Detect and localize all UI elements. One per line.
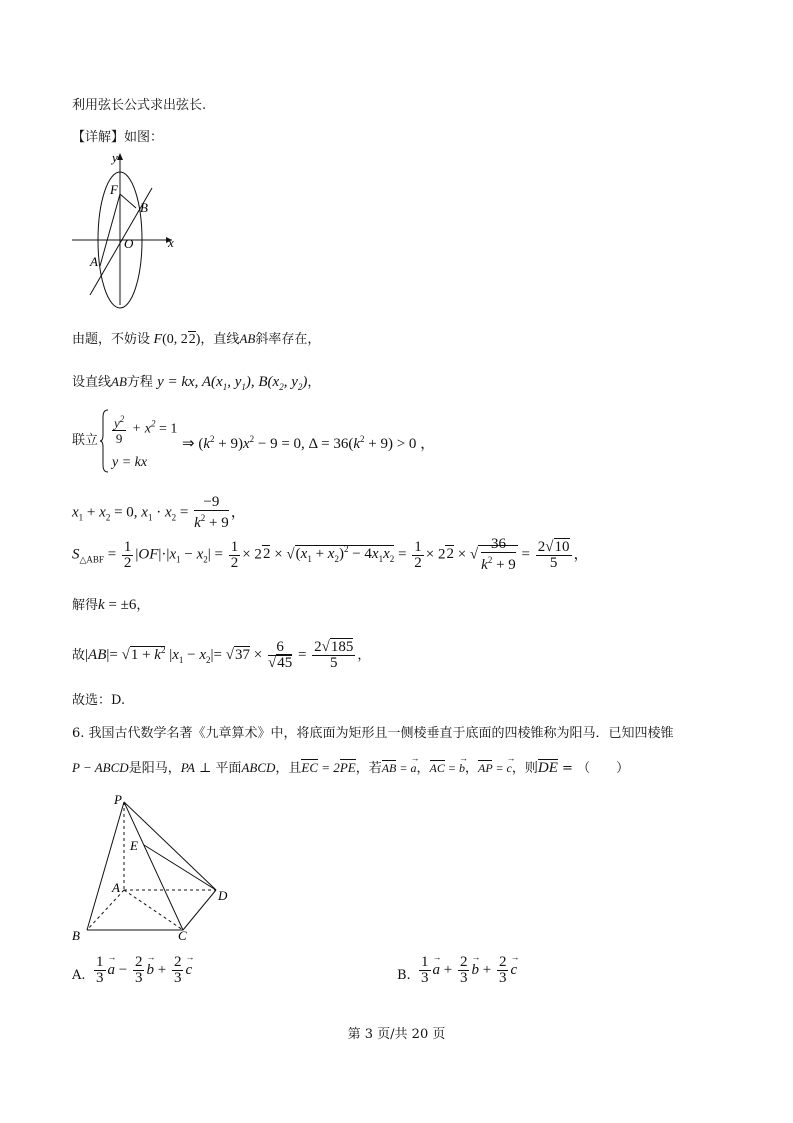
pyramid-figure: [66, 792, 241, 944]
text-line-5: 联立: [72, 433, 99, 448]
svg-text:E: E: [130, 838, 138, 853]
ellipse-figure: [70, 150, 185, 310]
svg-text:x: x: [168, 235, 174, 250]
question-6-line-2: P − ABCD是阳马，PA ⊥ 平面ABCD，且EC = 2PE，若AB = → a，AC = → b，AP = → c，则DE = （ ）: [72, 760, 629, 777]
svg-text:y: y: [112, 150, 118, 165]
svg-text:A: A: [112, 880, 120, 895]
text-line-4: 设直线AB方程 y = kx, $A(x_1$, $y_1$), $B(x_2$, $y_2$)，: [72, 374, 321, 392]
text-line-1: 利用弦长公式求出弦长.: [72, 98, 207, 113]
svg-text:O: O: [124, 236, 134, 251]
system-result: ⇒ $(k^2 + 9)x^2 - 9 = 0$, $\Delta = 36(k^2 + 9) > 0$ ，: [182, 434, 436, 452]
svg-text:B: B: [140, 200, 148, 215]
svg-text:A: A: [90, 254, 98, 269]
system-eq-2: y = kx: [112, 455, 148, 470]
svg-text:B: B: [72, 928, 80, 943]
option-b-label[interactable]: B.: [397, 968, 411, 983]
svg-text:D: D: [218, 888, 228, 903]
option-a-expression[interactable]: $\frac{1}{3}$ → a − $\frac{2}{3}$ → b + $\frac{2}{3}$ → c: [92, 955, 192, 986]
text-line-solve: 解得k = ±6，: [72, 597, 150, 613]
page-footer: 第 3 页/共 20 页: [347, 1027, 446, 1042]
text-line-2: 【详解】如图：: [72, 130, 164, 145]
brace-icon: [99, 409, 109, 473]
svg-text:P: P: [114, 792, 122, 807]
area-eq: $S_{\triangle ABF}$ = $\frac{1}{2}$ $|OF|\cdot|x_1 - x_2|$ = $\frac{1}{2}$ × $22 \times √(x_1 + x_2)^2 - 4x_1x_2$ = $\frac{1}{2}$ × 22 × √ $\frac{36}{k^2 + 9}$ = $\frac{2√10}{5}$ ，: [72, 536, 589, 573]
question-6-line-1: 6. 我国古代数学名著《九章算术》中，将底面为矩形且一侧棱垂直于底面的四棱锥称为阳马．已知四棱锥: [72, 726, 674, 741]
vieta-eq: $x_1 + x_2 = 0$, $x_1 \cdot x_2$ = $\frac{-9}{k^2 + 9}$ ，: [72, 494, 246, 531]
text-line-ab: 故$|AB|= √1 + k^2$ $|x_1 - x_2|= √37$ × $\frac{6}{√45}$ = $\frac{2√185}{5}$ ，: [72, 639, 371, 671]
text-line-3: 由题，不妨设 F(0, 22)，直线AB斜率存在，: [72, 331, 321, 347]
option-a-label[interactable]: A.: [72, 968, 86, 983]
system-eq-1: $\frac{y^2}{9}$ + $x^2 = 1$: [114, 414, 178, 447]
text-line-answer: 故选：D.: [72, 693, 126, 708]
svg-text:C: C: [178, 928, 187, 943]
option-b-expression[interactable]: $\frac{1}{3}$ → a + $\frac{2}{3}$ → b + $\frac{2}{3}$ → c: [417, 955, 517, 986]
svg-text:F: F: [110, 182, 118, 197]
